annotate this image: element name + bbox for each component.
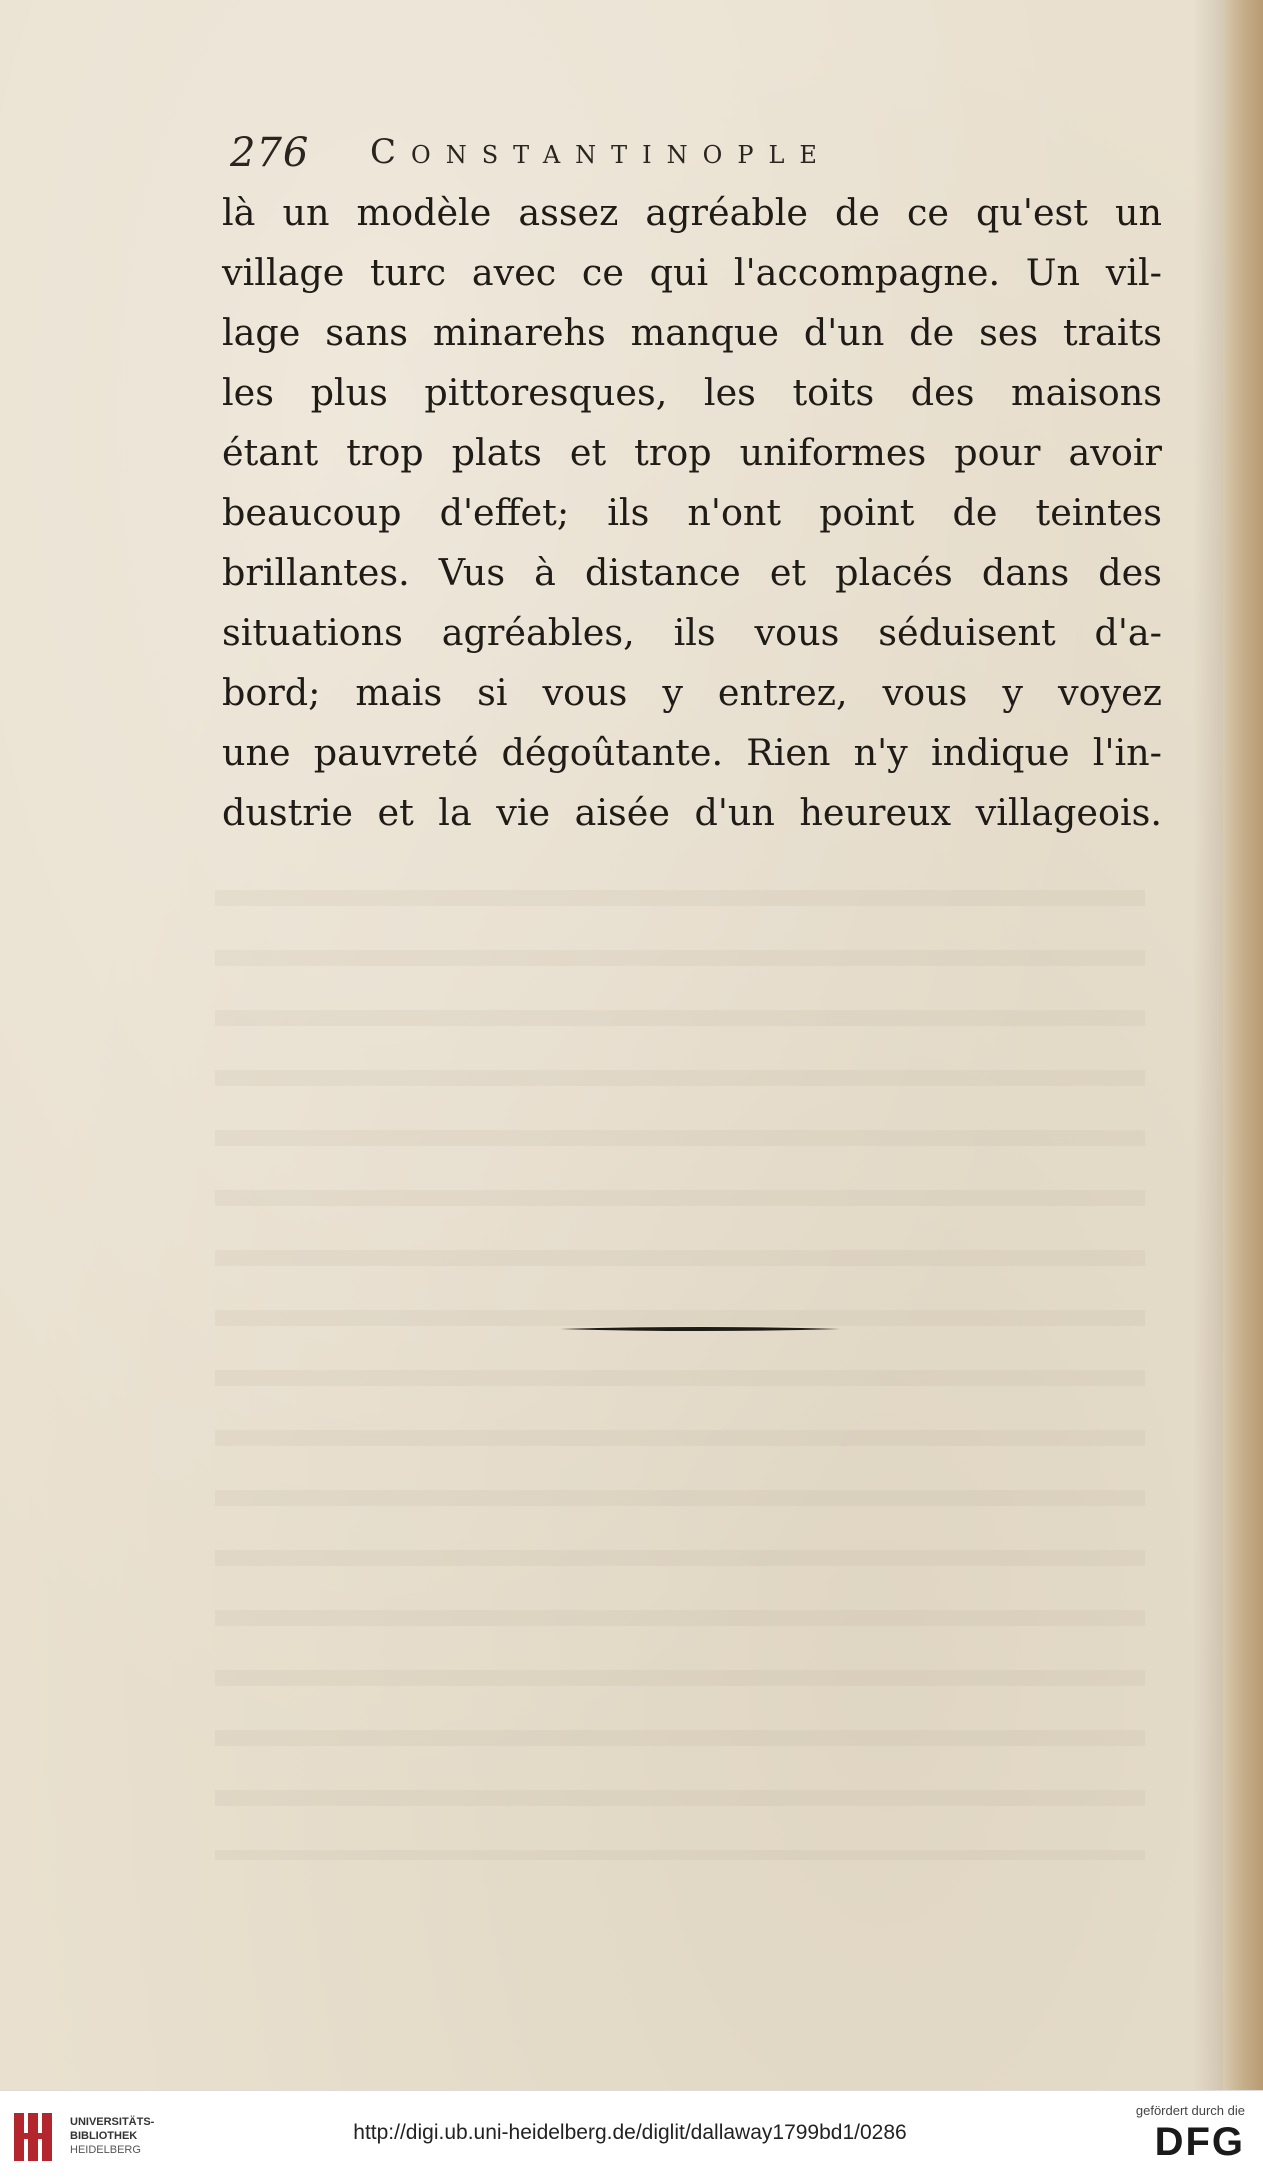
library-name: UNIVERSITÄTS- BIBLIOTHEK xyxy=(70,2116,155,2142)
text-line: une pauvreté dégoûtante. Rien n'y indique l'in- xyxy=(222,731,1162,774)
text-line: beaucoup d'effet; ils n'ont point de teintes xyxy=(222,491,1162,534)
text-line: situations agréables, ils vous séduisent d'a- xyxy=(222,611,1162,654)
text-line: les plus pittoresques, les toits des maisons xyxy=(222,371,1162,414)
text-line: brillantes. Vus à distance et placés dans des xyxy=(222,551,1162,594)
page-edge xyxy=(1223,0,1263,2090)
show-through-text xyxy=(215,860,1145,1860)
section-divider xyxy=(560,1326,840,1332)
text-line: bord; mais si vous y entrez, vous y voyez xyxy=(222,671,1162,714)
running-title: Constantinople xyxy=(370,132,832,172)
library-logo[interactable] xyxy=(12,2107,172,2167)
library-emblem-icon xyxy=(12,2109,58,2165)
dfg-logo-icon: DFG xyxy=(1154,2120,1245,2164)
page-number: 276 xyxy=(230,130,310,176)
permalink-url[interactable]: http://digi.ub.uni-heidelberg.de/diglit/dallaway1799bd1/0286 xyxy=(353,2121,907,2144)
text-line: là un modèle assez agréable de ce qu'est un xyxy=(222,191,1162,234)
sponsor-logo[interactable] xyxy=(1095,2103,1245,2173)
library-city: HEIDELBERG xyxy=(70,2144,141,2156)
sponsor-note: gefördert durch die xyxy=(1135,2103,1245,2118)
body-text xyxy=(222,183,1162,843)
text-line: dustrie et la vie aisée d'un heureux villageois. xyxy=(222,791,1162,834)
running-head xyxy=(230,130,1080,180)
text-line: lage sans minarehs manque d'un de ses traits xyxy=(222,311,1162,354)
text-line: village turc avec ce qui l'accompagne. Un vil- xyxy=(222,251,1162,294)
page-shadow xyxy=(1193,0,1223,2090)
text-line: étant trop plats et trop uniformes pour avoir xyxy=(222,431,1162,474)
footer-bar xyxy=(0,2090,1263,2182)
